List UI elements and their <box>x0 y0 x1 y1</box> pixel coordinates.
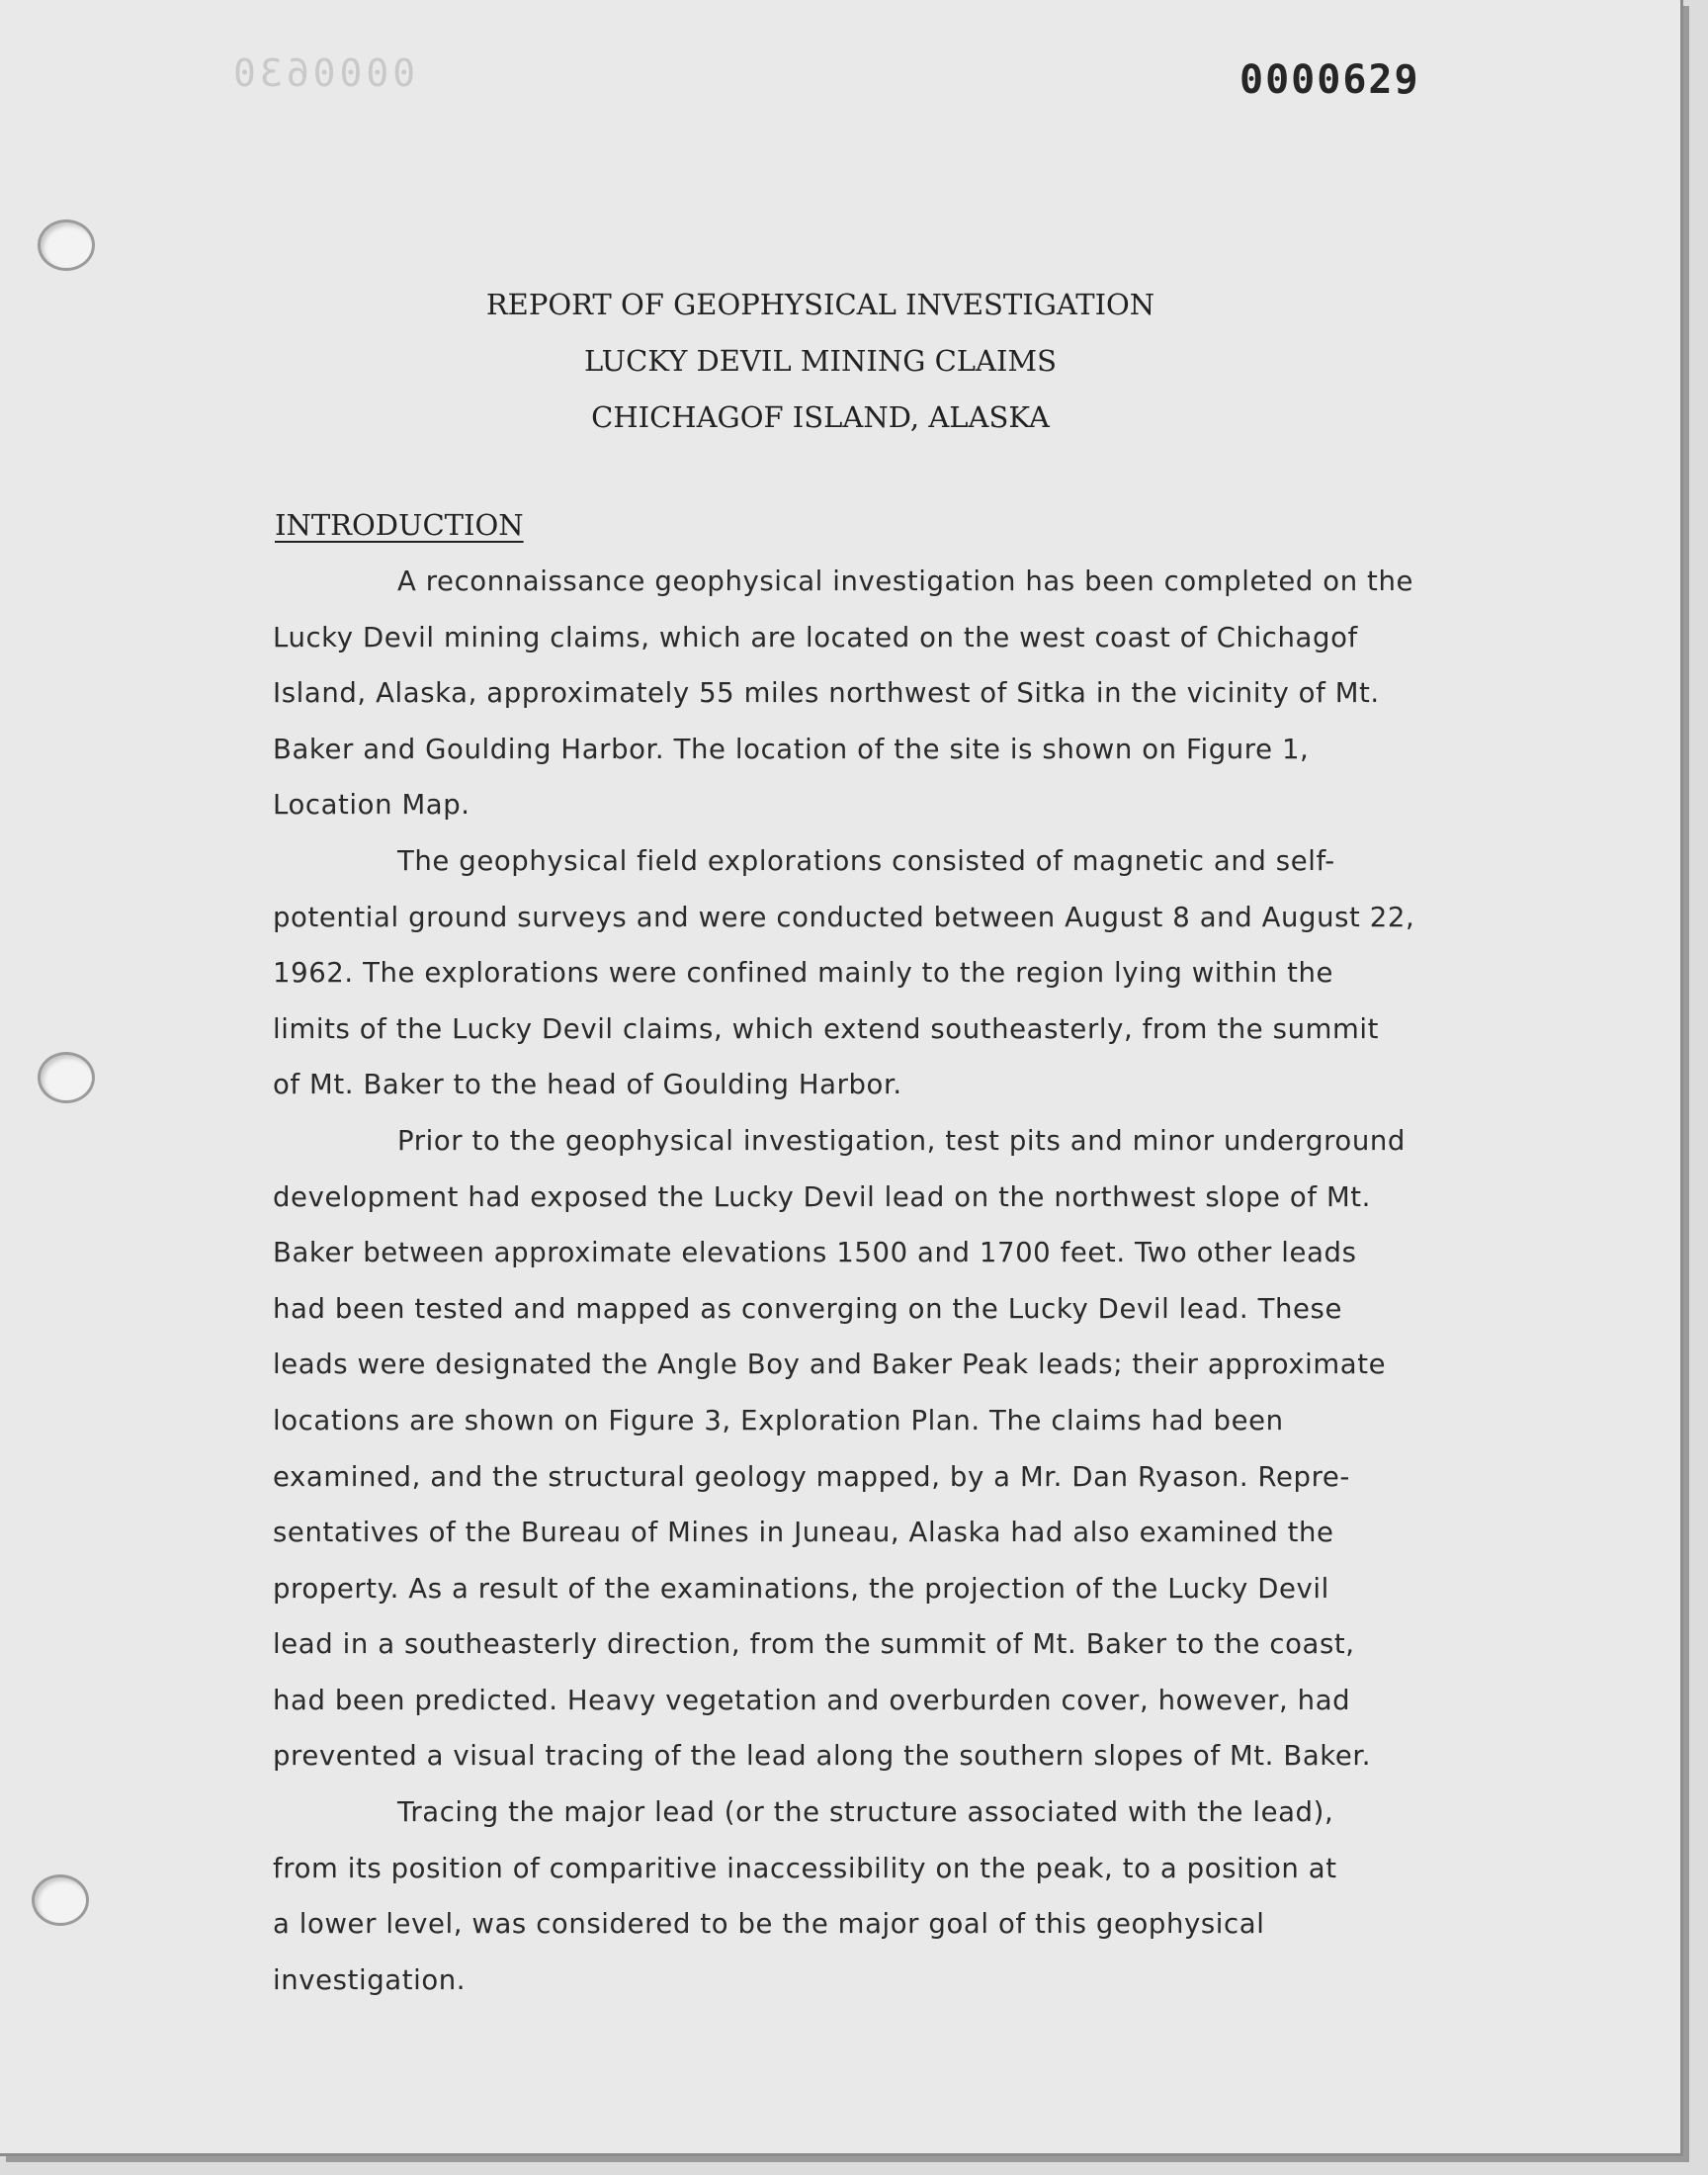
body-line: 1962. The explorations were confined mainly to the region lying within the <box>273 957 1334 990</box>
body-line: sentatives of the Bureau of Mines in Juneau, Alaska had also examined the <box>273 1517 1334 1549</box>
body-line: potential ground surveys and were conducted between August 8 and August 22, <box>273 901 1415 933</box>
body-line: Island, Alaska, approximately 55 miles northwest of Sitka in the vicinity of Mt. <box>273 677 1380 710</box>
body-line: The geophysical field explorations consisted of magnetic and self- <box>397 844 1335 877</box>
page-number-faint: 0000630 <box>229 51 416 95</box>
title-line: REPORT OF GEOPHYSICAL INVESTIGATION <box>485 288 1155 321</box>
body-line: Tracing the major lead (or the structure associated with the lead), <box>397 1796 1334 1829</box>
title-line: LUCKY DEVIL MINING CLAIMS <box>584 344 1057 378</box>
punch-hole-middle <box>38 1052 95 1103</box>
body-line: Baker and Goulding Harbor. The location of the site is shown on Figure 1, <box>273 733 1310 765</box>
title-line: CHICHAGOF ISLAND, ALASKA <box>591 400 1050 434</box>
body-line: locations are shown on Figure 3, Exploration Plan. The claims had been <box>273 1404 1284 1436</box>
body-line: Lucky Devil mining claims, which are located on the west coast of Chichagof <box>273 621 1358 653</box>
body-line: prevented a visual tracing of the lead along the southern slopes of Mt. Baker. <box>273 1740 1372 1773</box>
body-line: leads were designated the Angle Boy and Baker Peak leads; their approximate <box>273 1348 1387 1381</box>
body-line: development had exposed the Lucky Devil lead on the northwest slope of Mt. <box>273 1180 1371 1213</box>
body-line: property. As a result of the examinations, the projection of the Lucky Devil <box>273 1572 1329 1605</box>
body-line: limits of the Lucky Devil claims, which extend southeasterly, from the summit <box>273 1012 1380 1045</box>
punch-hole-bottom <box>32 1874 89 1926</box>
body-line: Baker between approximate elevations 1500 and 1700 feet. Two other leads <box>273 1237 1357 1269</box>
section-heading: INTRODUCTION <box>275 508 524 542</box>
body-line: of Mt. Baker to the head of Goulding Harbor. <box>273 1069 902 1101</box>
body-line: Prior to the geophysical investigation, test pits and minor underground <box>397 1124 1406 1157</box>
body-line: examined, and the structural geology mapped, by a Mr. Dan Ryason. Repre- <box>273 1460 1350 1493</box>
body-line: a lower level, was considered to be the major goal of this geophysical <box>273 1908 1265 1941</box>
body-line: from its position of comparitive inaccessibility on the peak, to a position at <box>273 1852 1337 1884</box>
body-line: investigation. <box>273 1963 467 1996</box>
body-line: lead in a southeasterly direction, from the summit of Mt. Baker to the coast, <box>273 1628 1355 1661</box>
body-line: A reconnaissance geophysical investigation has been completed on the <box>397 566 1413 597</box>
body-line: Location Map. <box>273 789 470 822</box>
body-text <box>273 554 1578 2008</box>
body-line: had been predicted. Heavy vegetation and overburden cover, however, had <box>273 1684 1351 1716</box>
page-number: 0000629 <box>1239 57 1420 103</box>
punch-hole-top <box>38 219 95 271</box>
report-title <box>376 277 1265 446</box>
body-line: had been tested and mapped as converging on the Lucky Devil lead. These <box>273 1292 1342 1325</box>
